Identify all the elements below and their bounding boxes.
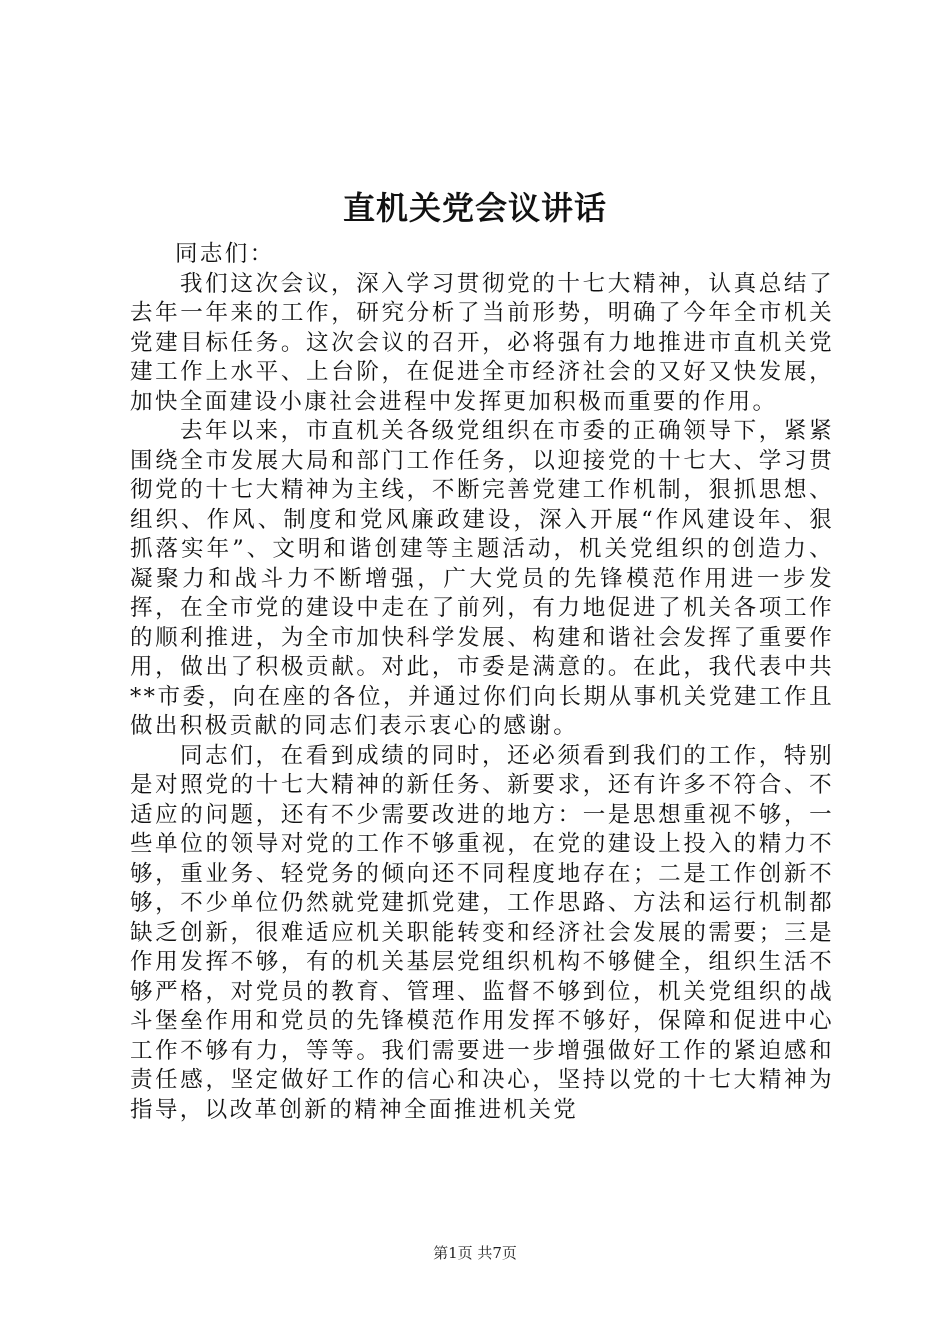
page-number-footer: 第1页 共7页 [433,1244,517,1262]
document-body [130,240,834,1125]
paragraph: 我们这次会议，深入学习贯彻党的十七大精神，认真总结了去年一年来的工作，研究分析了当前形势，明确了今年全市机关党建目标任务。这次会议的召开，必将强有力地推进市直机关党建工作上水平、上台阶，在促进全市经济社会的又好又快发展，加快全面建设小康社会进程中发挥更加积极而重要的作用。 [130,270,834,415]
salutation: 同志们： [175,241,275,267]
document-title: 直机关党会议讲话 [342,189,607,227]
paragraph: 去年以来，市直机关各级党组织在市委的正确领导下，紧紧围绕全市发展大局和部门工作任务，以迎接党的十七大、学习贯彻党的十七大精神为主线，不断完善党建工作机制，狠抓思想、组织、作风、制度和党风廉政建设，深入开展“作风建设年、狠抓落实年”、文明和谐创建等主题活动，机关党组织的创造力、凝聚力和战斗力不断增强，广大党员的先锋模范作用进一步发挥，在全市党的建设中走在了前列，有力地促进了机关各项工作的顺利推进，为全市加快科学发展、构建和谐社会发挥了重要作用，做出了积极贡献。对此，市委是满意的。在此，我代表中共**市委，向在座的各位，并通过你们向长期从事机关党建工作且做出积极贡献的同志们表示衷心的感谢。 [130,418,834,739]
paragraph: 同志们，在看到成绩的同时，还必须看到我们的工作，特别是对照党的十七大精神的新任务、新要求，还有许多不符合、不适应的问题，还有不少需要改进的地方：一是思想重视不够，一些单位的领导对党的工作不够重视，在党的建设上投入的精力不够，重业务、轻党务的倾向还不同程度地存在；二是工作创新不够，不少单位仍然就党建抓党建，工作思路、方法和运行机制都缺乏创新，很难适应机关职能转变和经济社会发展的需要；三是作用发挥不够，有的机关基层党组织机构不够健全，组织生活不够严格，对党员的教育、管理、监督不够到位，机关党组织的战斗堡垒作用和党员的先锋模范作用发挥不够好，保障和促进中心工作不够有力，等等。我们需要进一步增强做好工作的紧迫感和责任感，坚定做好工作的信心和决心，坚持以党的十七大精神为指导，以改革创新的精神全面推进机关党 [130,742,834,1123]
